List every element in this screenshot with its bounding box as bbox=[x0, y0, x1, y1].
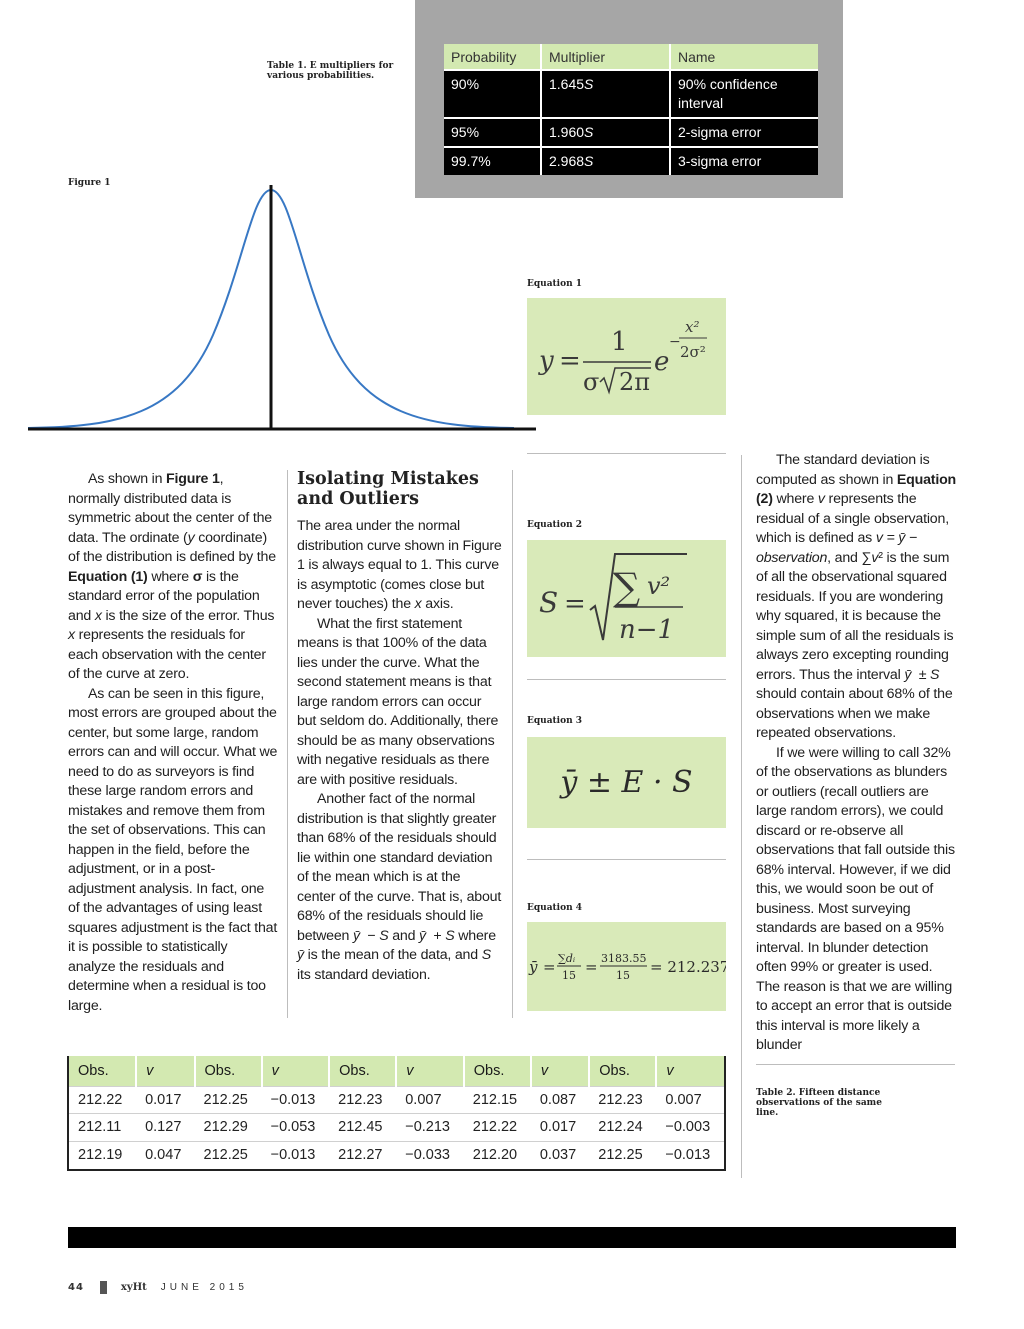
paragraph: What the first statement means is that 100% of the data lies under the curve. What the second statement means is that large random errors can occur but seldom do. Additionally, there should be as many observations with negative residuals as there are with positive residuals. bbox=[297, 615, 499, 788]
svg-text:S: S bbox=[539, 586, 559, 619]
svg-text:= 212.237: = 212.237 bbox=[650, 958, 726, 976]
table-row bbox=[69, 1086, 724, 1114]
table2-cell: 212.22 bbox=[69, 1086, 136, 1114]
table2-cell: 212.29 bbox=[195, 1114, 262, 1142]
table2-cell: 212.22 bbox=[464, 1114, 531, 1142]
table1-caption: Table 1. E multipliers for various probabilities. bbox=[267, 61, 394, 81]
svg-text:x²: x² bbox=[685, 318, 700, 336]
column-rule bbox=[512, 470, 513, 1018]
equation4-label: Equation 4 bbox=[527, 903, 583, 913]
table2 bbox=[67, 1056, 726, 1171]
equation-divider bbox=[527, 859, 726, 860]
table2-header-v: v bbox=[396, 1056, 464, 1086]
table2-cell: 212.11 bbox=[69, 1114, 136, 1142]
body-column-2 bbox=[297, 517, 502, 985]
svg-text:−: − bbox=[669, 334, 681, 350]
table-row bbox=[69, 1141, 724, 1169]
table2-cell: 212.20 bbox=[464, 1141, 531, 1169]
svg-text:=: = bbox=[559, 346, 581, 376]
magazine-name: xyHt bbox=[120, 1282, 147, 1293]
column-rule bbox=[287, 470, 288, 1018]
equation3-box bbox=[527, 737, 726, 828]
table-row bbox=[444, 147, 818, 175]
column-rule bbox=[741, 455, 742, 1178]
caption-divider bbox=[756, 1064, 955, 1065]
equation4-box bbox=[527, 922, 726, 1011]
paragraph: Another fact of the normal distribution is that slightly greater than 68% of the residuals should lie within one standard deviation of the mean which is at the center of the curve. That is, about 68% of the residuals should lie between ȳ − S and ȳ + S where ȳ is the mean of the data, and S its standard deviation. bbox=[297, 791, 502, 983]
table2-cell: 0.007 bbox=[656, 1086, 724, 1114]
footer-bar bbox=[68, 1227, 956, 1248]
table2-caption: Table 2. Fifteen distance observations of the same line. bbox=[756, 1088, 882, 1118]
equation2-formula bbox=[527, 540, 726, 657]
svg-text:15: 15 bbox=[616, 969, 630, 982]
table2-cell: 0.017 bbox=[136, 1086, 194, 1114]
table2-header-v: v bbox=[656, 1056, 724, 1086]
table1-header-probability: Probability bbox=[444, 44, 541, 70]
svg-text:n−1: n−1 bbox=[619, 615, 675, 645]
table2-header-obs: Obs. bbox=[464, 1056, 531, 1086]
paragraph: The standard deviation is computed as shown in Equation (2) where v represents the residual of a single observation, which is defined as v = ȳ − observation, and ∑v² is the sum of all the observational squared residuals. If you are wondering why squared, it is because the simple sum of all the residuals is always zero excepting rounding errors. Thus the interval ȳ ± S should contain about 68% of the observations when we make repeated observations. bbox=[756, 452, 957, 741]
page-footer bbox=[68, 1281, 248, 1294]
paragraph: As shown in Figure 1, normally distributed data is symmetric about the center of the data. The ordinate (y coordinate) of the distribution is defined by the Equation (1) where σ is the standard error of the population and x is the size of the error. Thus x represents the residuals for each observation with the center of the curve at zero. bbox=[68, 471, 276, 682]
table1-cell-name: 3-sigma error bbox=[670, 147, 818, 175]
svg-text:=: = bbox=[585, 958, 598, 976]
body-column-1 bbox=[68, 470, 278, 1016]
table1-cell-multiplier: 2.968S bbox=[541, 147, 670, 175]
table2-cell: 212.19 bbox=[69, 1141, 136, 1169]
table1-cell-probability: 90% bbox=[444, 70, 541, 118]
table2-cell: 0.007 bbox=[396, 1086, 464, 1114]
table2-cell: 212.45 bbox=[329, 1114, 396, 1142]
table2-cell: −0.013 bbox=[656, 1141, 724, 1169]
table2-cell: 212.25 bbox=[589, 1141, 656, 1169]
svg-text:=: = bbox=[564, 589, 586, 619]
equation1-label: Equation 1 bbox=[527, 279, 583, 289]
table2-header-obs: Obs. bbox=[195, 1056, 262, 1086]
table2-header-v: v bbox=[262, 1056, 330, 1086]
table2-header-v: v bbox=[136, 1056, 194, 1086]
equation3-label: Equation 3 bbox=[527, 716, 583, 726]
table1-cell-name: 2-sigma error bbox=[670, 118, 818, 147]
page-number: 44 bbox=[68, 1282, 84, 1293]
table-row bbox=[69, 1114, 724, 1142]
table2-header-v: v bbox=[531, 1056, 589, 1086]
table2-header-obs: Obs. bbox=[589, 1056, 656, 1086]
table2-cell: −0.013 bbox=[262, 1141, 330, 1169]
paragraph: The area under the normal distribution curve shown in Figure 1 is always equal to 1. This curve is asymptotic (comes close but never touches) the x axis. bbox=[297, 518, 502, 612]
table2-cell: 0.037 bbox=[531, 1141, 589, 1169]
table2-cell: 0.017 bbox=[531, 1114, 589, 1142]
table2-cell: −0.053 bbox=[262, 1114, 330, 1142]
paragraph: As can be seen in this figure, most errors are grouped about the center, but some large, random errors can and will occur. What we need to do as surveyors is find these large random errors and mistakes and remove them from the set of observations. This can happen in the field, before the adjustment, or in a post-adjustment analysis. In fact, one of the advantages of using least squares adjustment is the fact that it is possible to statistically analyze the residuals and determine when a residual is too large. bbox=[68, 685, 278, 1014]
table1 bbox=[444, 44, 818, 175]
svg-text:σ: σ bbox=[583, 368, 600, 396]
svg-text:ȳ: ȳ bbox=[529, 958, 538, 976]
table1-cell-probability: 95% bbox=[444, 118, 541, 147]
table2-cell: 212.15 bbox=[464, 1086, 531, 1114]
table1-cell-name: 90% confidence interval bbox=[670, 70, 818, 118]
table2-cell: −0.033 bbox=[396, 1141, 464, 1169]
table2-cell: −0.013 bbox=[262, 1086, 330, 1114]
table-row bbox=[444, 118, 818, 147]
table1-header-name: Name bbox=[670, 44, 818, 70]
table2-header-obs: Obs. bbox=[69, 1056, 136, 1086]
equation2-box bbox=[527, 540, 726, 657]
table2-cell: −0.003 bbox=[656, 1114, 724, 1142]
svg-text:15: 15 bbox=[562, 969, 576, 982]
table2-cell: 0.127 bbox=[136, 1114, 194, 1142]
svg-text:=: = bbox=[543, 958, 556, 976]
svg-text:1: 1 bbox=[611, 327, 628, 357]
body-column-4 bbox=[756, 451, 958, 1056]
equation-divider bbox=[527, 679, 726, 680]
svg-text:y: y bbox=[539, 346, 554, 376]
table2-cell: 0.087 bbox=[531, 1086, 589, 1114]
figure1-caption: Figure 1 bbox=[68, 178, 111, 188]
table1-header-row bbox=[444, 44, 818, 70]
table-row bbox=[444, 70, 818, 118]
section-heading: Isolating Mistakes and Outliers bbox=[297, 469, 479, 509]
equation1-formula bbox=[527, 298, 726, 415]
table2-cell: 0.047 bbox=[136, 1141, 194, 1169]
equation3-formula: ȳ ± E · S bbox=[560, 765, 693, 800]
figure1-normal-curve bbox=[28, 185, 540, 435]
table2-cell: 212.25 bbox=[195, 1086, 262, 1114]
table1-cell-multiplier: 1.645S bbox=[541, 70, 670, 118]
svg-text:v²: v² bbox=[647, 572, 671, 600]
footer-marker bbox=[100, 1281, 107, 1294]
table1-cell-probability: 99.7% bbox=[444, 147, 541, 175]
issue-date: JUNE 2015 bbox=[160, 1282, 248, 1293]
table2-header-obs: Obs. bbox=[329, 1056, 396, 1086]
equation1-box bbox=[527, 298, 726, 415]
table1-cell-multiplier: 1.960S bbox=[541, 118, 670, 147]
paragraph: If we were willing to call 32% of the observations as blunders or outliers (recall outliers are large random errors), we could discard or re-observe all observations that fall outside this 68% interval. However, if we did this, we would soon be out of business. Most surveying standards are based on a 95% interval. In blunder detection often 99% or greater is used. The reason is that we are willing to accept an error that is outside this interval is more likely a blunder bbox=[756, 744, 955, 1053]
table2-cell: 212.23 bbox=[589, 1086, 656, 1114]
svg-text:3183.55: 3183.55 bbox=[601, 952, 647, 965]
table2-cell: 212.25 bbox=[195, 1141, 262, 1169]
equation2-label: Equation 2 bbox=[527, 520, 583, 530]
svg-text:∑: ∑ bbox=[613, 565, 641, 609]
svg-text:∑dᵢ: ∑dᵢ bbox=[558, 952, 576, 965]
table2-cell: 212.24 bbox=[589, 1114, 656, 1142]
table2-cell: −0.213 bbox=[396, 1114, 464, 1142]
table1-header-multiplier: Multiplier bbox=[541, 44, 670, 70]
table2-header-row bbox=[69, 1056, 724, 1086]
equation4-formula bbox=[527, 922, 726, 1011]
equation-divider bbox=[527, 453, 726, 454]
svg-text:2σ²: 2σ² bbox=[680, 343, 706, 361]
table2-cell: 212.23 bbox=[329, 1086, 396, 1114]
table2-cell: 212.27 bbox=[329, 1141, 396, 1169]
svg-text:2π: 2π bbox=[619, 368, 651, 396]
svg-text:e: e bbox=[654, 347, 670, 377]
